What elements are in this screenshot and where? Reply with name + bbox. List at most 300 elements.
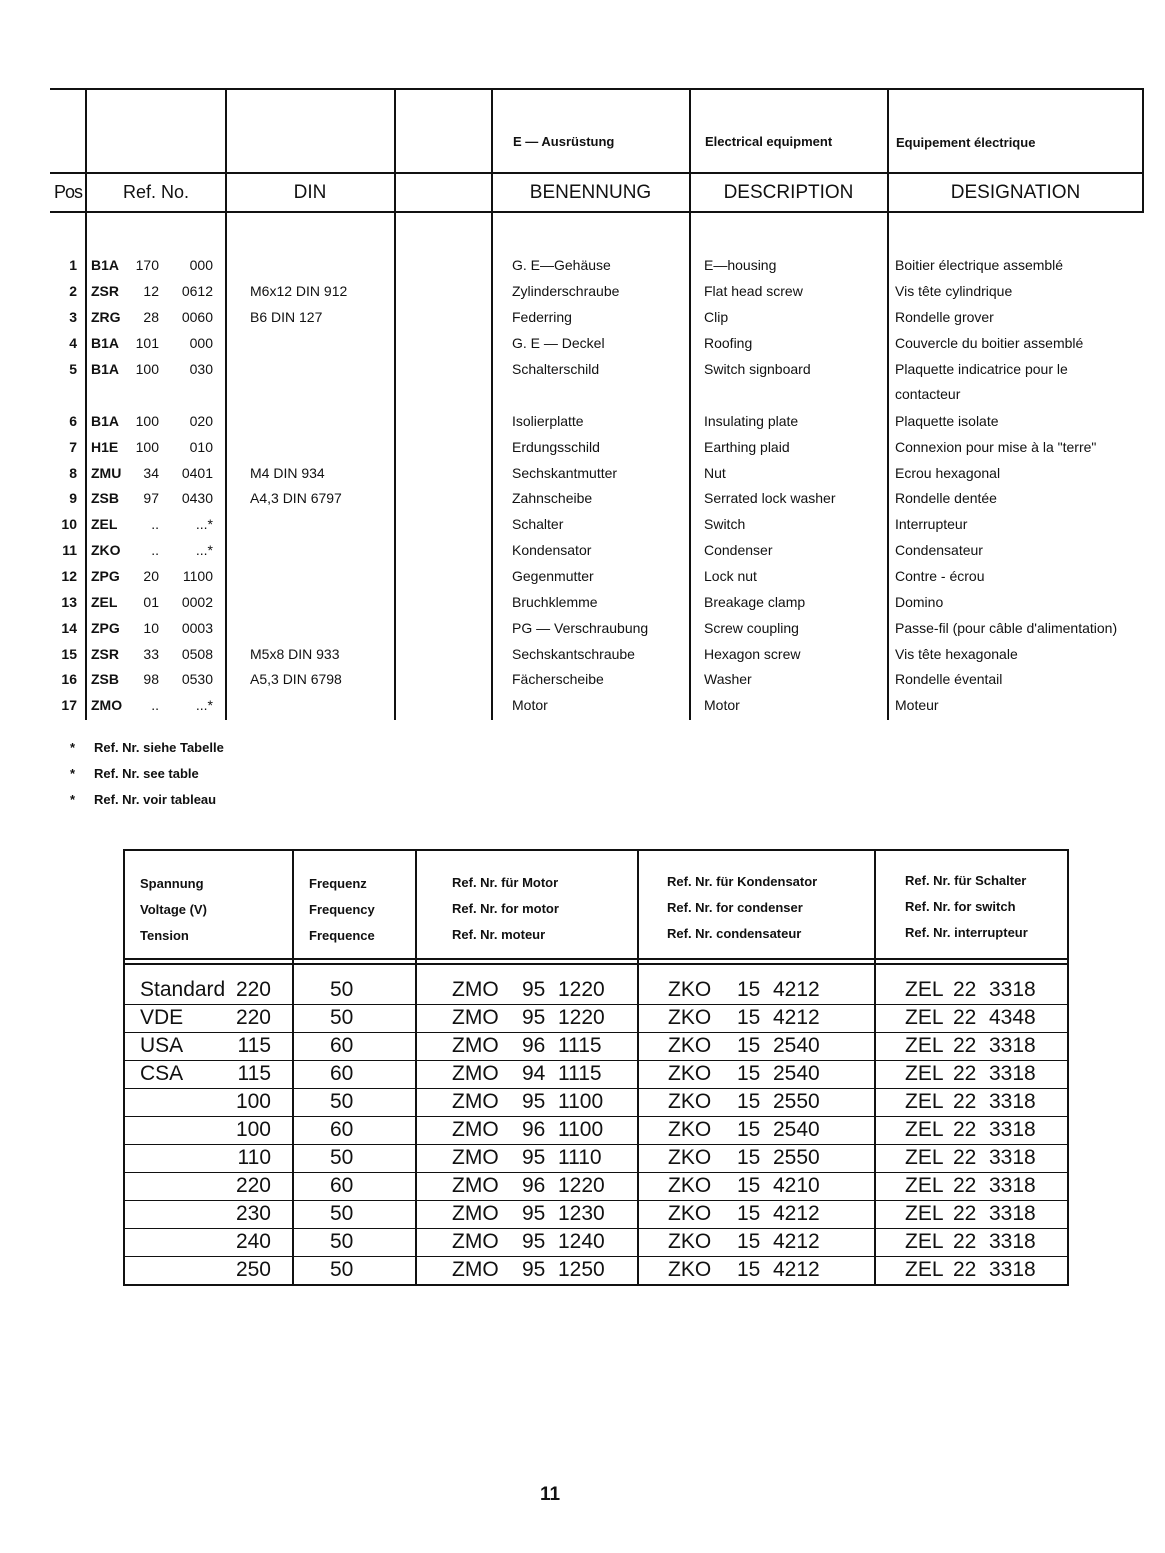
row-pos: 11 (62, 542, 77, 558)
parts-row (50, 593, 1144, 619)
row-ref-group: 01 (143, 594, 159, 610)
row-voltage: 230 (235, 1202, 271, 1225)
switch-ref-number: 3318 (989, 1034, 1036, 1057)
parts-row (50, 464, 1144, 490)
parts-row (50, 438, 1144, 464)
row-pos: 13 (61, 594, 77, 610)
row-description: Breakage clamp (704, 594, 806, 610)
row-pos: 17 (61, 697, 77, 713)
row-frequency: 60 (330, 1174, 354, 1197)
parts-row (50, 308, 1144, 334)
parts-row (50, 515, 1144, 541)
row-designation: Vis tête cylindrique (895, 283, 1013, 299)
switch-ref-group: 22 (953, 1090, 977, 1113)
voltage-row (125, 1032, 1071, 1060)
row-ref-prefix: ZEL (91, 516, 118, 532)
switch-ref-number: 3318 (989, 1090, 1036, 1113)
condenser-ref-number: 2540 (773, 1118, 820, 1141)
switch-ref-group: 22 (953, 1118, 977, 1141)
row-ref-group: .. (151, 697, 159, 713)
header-line: Ref. Nr. moteur (452, 927, 546, 942)
row-voltage: 220 (235, 1174, 271, 1197)
condenser-ref-number: 4212 (773, 1006, 820, 1029)
row-description: Serrated lock washer (704, 490, 836, 506)
parts-row (50, 489, 1144, 515)
col-header-ref: Ref. No. (122, 182, 190, 202)
switch-ref-prefix: ZEL (905, 1230, 944, 1253)
motor-ref-group: 96 (522, 1118, 546, 1141)
row-pos: 5 (69, 361, 77, 377)
row-ref-number: 0060 (181, 309, 213, 325)
switch-ref-number: 3318 (989, 1118, 1036, 1141)
switch-ref-prefix: ZEL (905, 1118, 944, 1141)
row-pos: 9 (69, 490, 77, 506)
row-frequency: 50 (330, 978, 354, 1001)
header-line: Ref. Nr. condensateur (667, 926, 802, 941)
parts-row (50, 360, 1144, 386)
row-pos: 15 (61, 646, 77, 662)
asterisk-icon: * (70, 740, 76, 755)
condenser-ref-prefix: ZKO (668, 1062, 712, 1085)
condenser-ref-prefix: ZKO (668, 1258, 712, 1281)
condenser-ref-group: 15 (737, 978, 761, 1001)
row-ref-prefix: ZPG (91, 620, 120, 636)
voltage-row (125, 976, 1071, 1004)
row-ref-number: 0003 (181, 620, 213, 636)
row-benennung: PG — Verschraubung (512, 620, 649, 636)
condenser-ref-number: 2540 (773, 1062, 820, 1085)
row-benennung: Federring (512, 309, 572, 325)
row-din: A4,3 DIN 6797 (250, 490, 342, 506)
row-designation: Rondelle grover (895, 309, 994, 325)
row-ref-prefix: B1A (91, 335, 120, 351)
parts-row (50, 645, 1144, 671)
switch-ref-number: 3318 (989, 1146, 1036, 1169)
footnote-text: Ref. Nr. see table (94, 766, 199, 781)
voltage-table (123, 849, 1069, 1286)
header-switch-ref (905, 868, 1028, 946)
row-ref-group: 98 (143, 671, 159, 687)
condenser-ref-group: 15 (737, 1258, 761, 1281)
row-benennung: Bruchklemme (512, 594, 598, 610)
row-ref-group: 10 (143, 620, 159, 636)
motor-ref-prefix: ZMO (452, 1090, 499, 1113)
row-ref-prefix: B1A (91, 361, 120, 377)
row-voltage: 100 (235, 1090, 271, 1113)
asterisk-icon: * (70, 792, 76, 807)
row-voltage: 250 (235, 1258, 271, 1281)
motor-ref-group: 95 (522, 1202, 546, 1225)
row-description: Washer (704, 671, 752, 687)
switch-ref-group: 22 (953, 1062, 977, 1085)
condenser-ref-group: 15 (737, 1202, 761, 1225)
condenser-ref-number: 2540 (773, 1034, 820, 1057)
motor-ref-prefix: ZMO (452, 1006, 499, 1029)
voltage-row (125, 1172, 1071, 1200)
switch-ref-group: 22 (953, 1258, 977, 1281)
row-ref-prefix: B1A (91, 257, 120, 273)
row-designation-continuation: contacteur (895, 386, 961, 402)
switch-ref-number: 3318 (989, 1202, 1036, 1225)
row-description: Roofing (704, 335, 753, 351)
row-pos: 16 (61, 671, 77, 687)
switch-ref-number: 3318 (989, 1230, 1036, 1253)
switch-ref-prefix: ZEL (905, 1174, 944, 1197)
row-ref-number: 030 (189, 361, 213, 377)
motor-ref-number: 1230 (558, 1202, 605, 1225)
parts-row (50, 567, 1144, 593)
motor-ref-number: 1220 (558, 978, 605, 1001)
motor-ref-prefix: ZMO (452, 1034, 499, 1057)
row-ref-prefix: ZSB (91, 490, 119, 506)
motor-ref-prefix: ZMO (452, 1230, 499, 1253)
condenser-ref-number: 4212 (773, 1202, 820, 1225)
row-pos: 10 (61, 516, 77, 532)
row-standard: USA (140, 1034, 184, 1057)
switch-ref-prefix: ZEL (905, 1006, 944, 1029)
motor-ref-number: 1240 (558, 1230, 605, 1253)
row-voltage: 115 (237, 1062, 271, 1085)
row-description: Motor (704, 697, 740, 713)
row-ref-group: 101 (135, 335, 159, 351)
row-description: Hexagon screw (704, 646, 801, 662)
header-line: Ref. Nr. für Schalter (905, 873, 1027, 888)
row-ref-number: 010 (189, 439, 213, 455)
row-ref-prefix: ZSB (91, 671, 119, 687)
motor-ref-prefix: ZMO (452, 978, 499, 1001)
row-designation: Boitier électrique assemblé (895, 257, 1064, 273)
row-designation: Interrupteur (895, 516, 968, 532)
condenser-ref-prefix: ZKO (668, 1006, 712, 1029)
condenser-ref-prefix: ZKO (668, 1034, 712, 1057)
row-ref-group: 28 (143, 309, 159, 325)
motor-ref-group: 96 (522, 1034, 546, 1057)
page-number: 11 (540, 1484, 561, 1505)
condenser-ref-group: 15 (737, 1034, 761, 1057)
row-frequency: 60 (330, 1118, 354, 1141)
motor-ref-number: 1110 (558, 1146, 602, 1169)
motor-ref-prefix: ZMO (452, 1174, 499, 1197)
switch-ref-group: 22 (953, 1230, 977, 1253)
voltage-row (125, 1256, 1071, 1284)
parts-row (50, 334, 1144, 360)
row-benennung: G. E—Gehäuse (512, 257, 611, 273)
condenser-ref-number: 4212 (773, 978, 820, 1001)
row-designation: Moteur (895, 697, 939, 713)
header-line: Ref. Nr. für Motor (452, 875, 559, 890)
switch-ref-group: 22 (953, 1006, 977, 1029)
row-designation: Domino (895, 594, 944, 610)
row-ref-number: 0430 (181, 490, 213, 506)
col-header-fr: DESIGNATION (950, 182, 1081, 203)
condenser-ref-number: 2550 (773, 1146, 820, 1169)
motor-ref-number: 1250 (558, 1258, 605, 1281)
row-pos: 8 (69, 465, 77, 481)
row-standard: Standard (140, 978, 226, 1001)
row-benennung: Schalterschild (512, 361, 600, 377)
row-pos: 3 (69, 309, 77, 325)
condenser-ref-prefix: ZKO (668, 1202, 712, 1225)
row-frequency: 60 (330, 1062, 354, 1085)
row-ref-group: 97 (143, 490, 159, 506)
row-pos: 6 (69, 413, 77, 429)
row-pos: 2 (69, 283, 77, 299)
row-designation: Passe-fil (pour câble d'alimentation) (895, 620, 1118, 636)
row-ref-number: 020 (189, 413, 213, 429)
row-ref-group: 100 (135, 361, 159, 377)
row-designation: Connexion pour mise à la "terre" (895, 439, 1097, 455)
row-ref-group: 170 (135, 257, 159, 273)
header-line: Voltage (V) (140, 902, 207, 917)
row-description: Flat head screw (704, 283, 803, 299)
row-ref-group: 12 (143, 283, 159, 299)
motor-ref-number: 1115 (558, 1062, 602, 1085)
row-ref-number: 000 (189, 257, 213, 273)
row-designation: Plaquette isolate (895, 413, 999, 429)
row-ref-prefix: ZEL (91, 594, 118, 610)
row-voltage: 115 (237, 1034, 271, 1057)
row-ref-number: 0612 (181, 283, 213, 299)
rule-top (50, 88, 1144, 90)
row-frequency: 60 (330, 1034, 354, 1057)
switch-ref-prefix: ZEL (905, 1258, 944, 1281)
switch-ref-group: 22 (953, 1202, 977, 1225)
row-ref-group: 33 (143, 646, 159, 662)
header-motor-ref (452, 870, 559, 948)
header-fr-section: Equipement électrique (896, 135, 1036, 150)
row-din: B6 DIN 127 (250, 309, 323, 325)
condenser-ref-prefix: ZKO (668, 1118, 712, 1141)
row-designation: Plaquette indicatrice pour le (895, 361, 1068, 377)
row-din: M4 DIN 934 (250, 465, 325, 481)
row-pos: 14 (61, 620, 77, 636)
motor-ref-prefix: ZMO (452, 1118, 499, 1141)
motor-ref-group: 95 (522, 1230, 546, 1253)
row-designation: Condensateur (895, 542, 983, 558)
footnote-de (70, 740, 224, 755)
motor-ref-prefix: ZMO (452, 1146, 499, 1169)
header-line: Spannung (140, 876, 204, 891)
header-voltage (140, 871, 207, 949)
row-ref-number: 0002 (181, 594, 213, 610)
row-benennung: Sechskantmutter (512, 465, 618, 481)
row-ref-group: .. (151, 516, 159, 532)
parts-row (50, 412, 1144, 438)
row-benennung: Isolierplatte (512, 413, 584, 429)
voltage-row (125, 1116, 1071, 1144)
row-description: Nut (704, 465, 726, 481)
row-frequency: 50 (330, 1090, 354, 1113)
voltage-row (125, 1088, 1071, 1116)
row-designation: Rondelle dentée (895, 490, 997, 506)
header-frequency (309, 871, 375, 949)
switch-ref-prefix: ZEL (905, 978, 944, 1001)
row-ref-number: 0530 (181, 671, 213, 687)
col-header-de: BENENNUNG (529, 182, 652, 203)
row-benennung: Kondensator (512, 542, 592, 558)
row-designation: Ecrou hexagonal (895, 465, 1001, 481)
row-description: Clip (704, 309, 729, 325)
footnote-fr (70, 792, 216, 807)
header-de-section: E — Ausrüstung (513, 134, 615, 149)
voltage-row (125, 1060, 1071, 1088)
switch-ref-prefix: ZEL (905, 1202, 944, 1225)
row-designation: Couvercle du boitier assemblé (895, 335, 1084, 351)
header-line: Ref. Nr. für Kondensator (667, 874, 818, 889)
switch-ref-prefix: ZEL (905, 1090, 944, 1113)
row-description: Lock nut (704, 568, 757, 584)
motor-ref-prefix: ZMO (452, 1202, 499, 1225)
switch-ref-number: 3318 (989, 1062, 1036, 1085)
row-description: Earthing plaid (704, 439, 790, 455)
row-ref-prefix: ZMO (91, 697, 123, 713)
condenser-ref-number: 4212 (773, 1230, 820, 1253)
row-voltage: 220 (235, 1006, 271, 1029)
row-ref-group: .. (151, 542, 159, 558)
condenser-ref-prefix: ZKO (668, 1174, 712, 1197)
col-header-en: DESCRIPTION (723, 182, 854, 203)
header-line: Ref. Nr. for switch (905, 899, 1016, 914)
row-ref-number: 1100 (182, 568, 213, 584)
condenser-ref-group: 15 (737, 1174, 761, 1197)
row-din: M5x8 DIN 933 (250, 646, 340, 662)
row-standard: CSA (140, 1062, 184, 1085)
row-frequency: 50 (330, 1006, 354, 1029)
row-ref-number: 0508 (181, 646, 213, 662)
condenser-ref-group: 15 (737, 1090, 761, 1113)
row-ref-number: ...* (195, 516, 213, 532)
parts-row (50, 282, 1144, 308)
switch-ref-prefix: ZEL (905, 1062, 944, 1085)
footnote-text: Ref. Nr. voir tableau (94, 792, 217, 807)
col-header-din: DIN (293, 182, 327, 203)
row-ref-group: 34 (143, 465, 159, 481)
motor-ref-group: 95 (522, 1146, 546, 1169)
motor-ref-group: 95 (522, 1006, 546, 1029)
row-benennung: Fächerscheibe (512, 671, 604, 687)
footnote-text: Ref. Nr. siehe Tabelle (94, 740, 224, 755)
motor-ref-number: 1115 (558, 1034, 602, 1057)
header-line: Frequency (309, 902, 375, 917)
row-designation: Rondelle éventail (895, 671, 1003, 687)
row-voltage: 110 (237, 1146, 271, 1169)
motor-ref-group: 95 (522, 1258, 546, 1281)
row-frequency: 50 (330, 1202, 354, 1225)
row-benennung: Erdungsschild (512, 439, 600, 455)
row-benennung: Motor (512, 697, 548, 713)
row-ref-number: 000 (189, 335, 213, 351)
row-benennung: Sechskantschraube (512, 646, 635, 662)
motor-ref-number: 1100 (558, 1118, 604, 1141)
parts-row (50, 256, 1144, 282)
motor-ref-prefix: ZMO (452, 1062, 499, 1085)
row-description: Screw coupling (704, 620, 799, 636)
row-standard: VDE (140, 1006, 184, 1029)
row-ref-prefix: ZMU (91, 465, 122, 481)
rule-header-b (125, 963, 1067, 965)
switch-ref-group: 22 (953, 1146, 977, 1169)
motor-ref-group: 95 (522, 978, 546, 1001)
condenser-ref-number: 4210 (773, 1174, 820, 1197)
header-line: Ref. Nr. interrupteur (905, 925, 1028, 940)
row-description: Switch signboard (704, 361, 811, 377)
row-ref-prefix: ZPG (91, 568, 120, 584)
header-line: Ref. Nr. for condenser (667, 900, 803, 915)
switch-ref-prefix: ZEL (905, 1146, 944, 1169)
row-frequency: 50 (330, 1258, 354, 1281)
row-description: Condenser (704, 542, 773, 558)
row-voltage: 240 (235, 1230, 271, 1253)
parts-row (50, 670, 1144, 696)
switch-ref-number: 3318 (989, 978, 1036, 1001)
motor-ref-prefix: ZMO (452, 1258, 499, 1281)
voltage-row (125, 1200, 1071, 1228)
parts-row (50, 541, 1144, 567)
row-benennung: Zylinderschraube (512, 283, 620, 299)
row-ref-prefix: ZSR (91, 283, 119, 299)
row-ref-number: 0401 (181, 465, 213, 481)
motor-ref-group: 95 (522, 1090, 546, 1113)
rule-header-a (125, 958, 1067, 960)
header-condenser-ref (667, 869, 817, 947)
parts-row (50, 696, 1144, 722)
rule-header-1 (50, 172, 1144, 174)
row-description: E—housing (704, 257, 777, 273)
voltage-row (125, 1228, 1071, 1256)
row-designation: Vis tête hexagonale (895, 646, 1018, 662)
row-voltage: 100 (235, 1118, 271, 1141)
motor-ref-group: 96 (522, 1174, 546, 1197)
condenser-ref-group: 15 (737, 1062, 761, 1085)
condenser-ref-group: 15 (737, 1118, 761, 1141)
header-line: Ref. Nr. for motor (452, 901, 559, 916)
condenser-ref-prefix: ZKO (668, 1230, 712, 1253)
rule-header-2 (50, 211, 1144, 213)
condenser-ref-prefix: ZKO (668, 1090, 712, 1113)
condenser-ref-group: 15 (737, 1006, 761, 1029)
condenser-ref-number: 2550 (773, 1090, 820, 1113)
row-benennung: Schalter (512, 516, 564, 532)
header-line: Frequence (309, 928, 375, 943)
condenser-ref-prefix: ZKO (668, 1146, 712, 1169)
row-pos: 1 (69, 257, 77, 273)
switch-ref-group: 22 (953, 1174, 977, 1197)
motor-ref-number: 1100 (558, 1090, 604, 1113)
row-ref-prefix: B1A (91, 413, 120, 429)
row-pos: 4 (69, 335, 77, 351)
voltage-row (125, 1004, 1071, 1032)
asterisk-icon: * (70, 766, 76, 781)
row-frequency: 50 (330, 1230, 354, 1253)
header-line: Tension (140, 928, 189, 943)
col-header-pos: Pos (53, 182, 83, 202)
header-line: Frequenz (309, 876, 367, 891)
row-benennung: Zahnscheibe (512, 490, 593, 506)
motor-ref-number: 1220 (558, 1174, 605, 1197)
row-description: Insulating plate (704, 413, 799, 429)
condenser-ref-prefix: ZKO (668, 978, 712, 1001)
switch-ref-number: 4348 (989, 1006, 1036, 1029)
row-ref-prefix: ZRG (91, 309, 121, 325)
row-voltage: 220 (235, 978, 271, 1001)
switch-ref-group: 22 (953, 1034, 977, 1057)
row-ref-prefix: ZSR (91, 646, 119, 662)
row-pos: 12 (61, 568, 77, 584)
row-ref-group: 100 (135, 413, 159, 429)
switch-ref-prefix: ZEL (905, 1034, 944, 1057)
row-din: M6x12 DIN 912 (250, 283, 348, 299)
switch-ref-group: 22 (953, 978, 977, 1001)
